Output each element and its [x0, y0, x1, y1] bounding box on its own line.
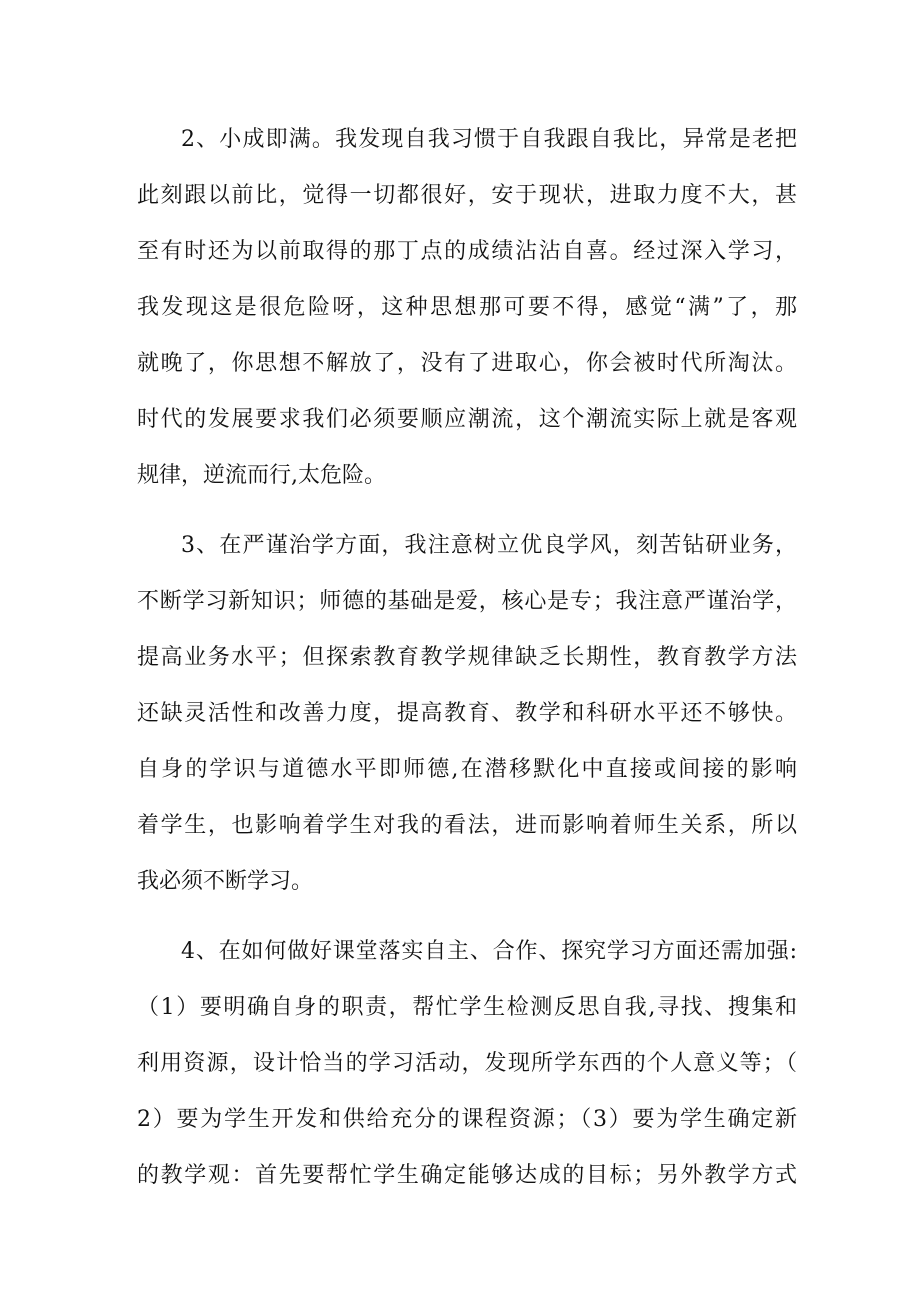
- paragraph-3-line-1: 3、在严谨治学方面，我注意树立优良学风，刻苦钻研业务，: [181, 533, 797, 558]
- paragraph-2-line-5: 就晚了，你思想不解放了，没有了进取心，你会被时代所淘汰。: [137, 351, 797, 376]
- paragraph-2-line-4: 我发现这是很危险呀，这种思想那可要不得，感觉“满”了，那: [137, 295, 797, 320]
- paragraph-4-line-4: 2）要为学生开发和供给充分的课程资源；（3）要为学生确定新: [137, 1107, 797, 1132]
- paragraph-2-line-6: 时代的发展要求我们必须要顺应潮流，这个潮流实际上就是客观: [137, 407, 797, 432]
- paragraph-2-line-1: 2、小成即满。我发现自我习惯于自我跟自我比，异常是老把: [181, 127, 797, 152]
- paragraph-3-line-2: 不断学习新知识；师德的基础是爱，核心是专；我注意严谨治学，: [137, 589, 797, 614]
- paragraph-2-line-3: 至有时还为以前取得的那丁点的成绩沾沾自喜。经过深入学习，: [137, 239, 797, 264]
- paragraph-2-line-7: 规律，逆流而行,太危险。: [137, 463, 386, 488]
- paragraph-4-line-3: 利用资源，设计恰当的学习活动，发现所学东西的个人意义等；（: [137, 1051, 797, 1076]
- paragraph-3-line-4: 还缺灵活性和改善力度，提高教育、教学和科研水平还不够快。: [137, 701, 797, 726]
- paragraph-4-line-1: 4、在如何做好课堂落实自主、合作、探究学习方面还需加强:: [181, 939, 797, 964]
- paragraph-4-line-5: 的教学观：首先要帮忙学生确定能够达成的目标；另外教学方式: [137, 1163, 797, 1188]
- paragraph-2-line-2: 此刻跟以前比，觉得一切都很好，安于现状，进取力度不大，甚: [137, 183, 797, 208]
- paragraph-3-line-6: 着学生，也影响着学生对我的看法，进而影响着师生关系，所以: [137, 813, 797, 838]
- paragraph-3-line-3: 提高业务水平；但探索教育教学规律缺乏长期性，教育教学方法: [137, 645, 797, 670]
- paragraph-4-line-2: （1）要明确自身的职责，帮忙学生检测反思自我,寻找、搜集和: [137, 995, 797, 1020]
- paragraph-3-line-5: 自身的学识与道德水平即师德,在潜移默化中直接或间接的影响: [137, 757, 797, 782]
- paragraph-3-line-7: 我必须不断学习。: [137, 869, 314, 894]
